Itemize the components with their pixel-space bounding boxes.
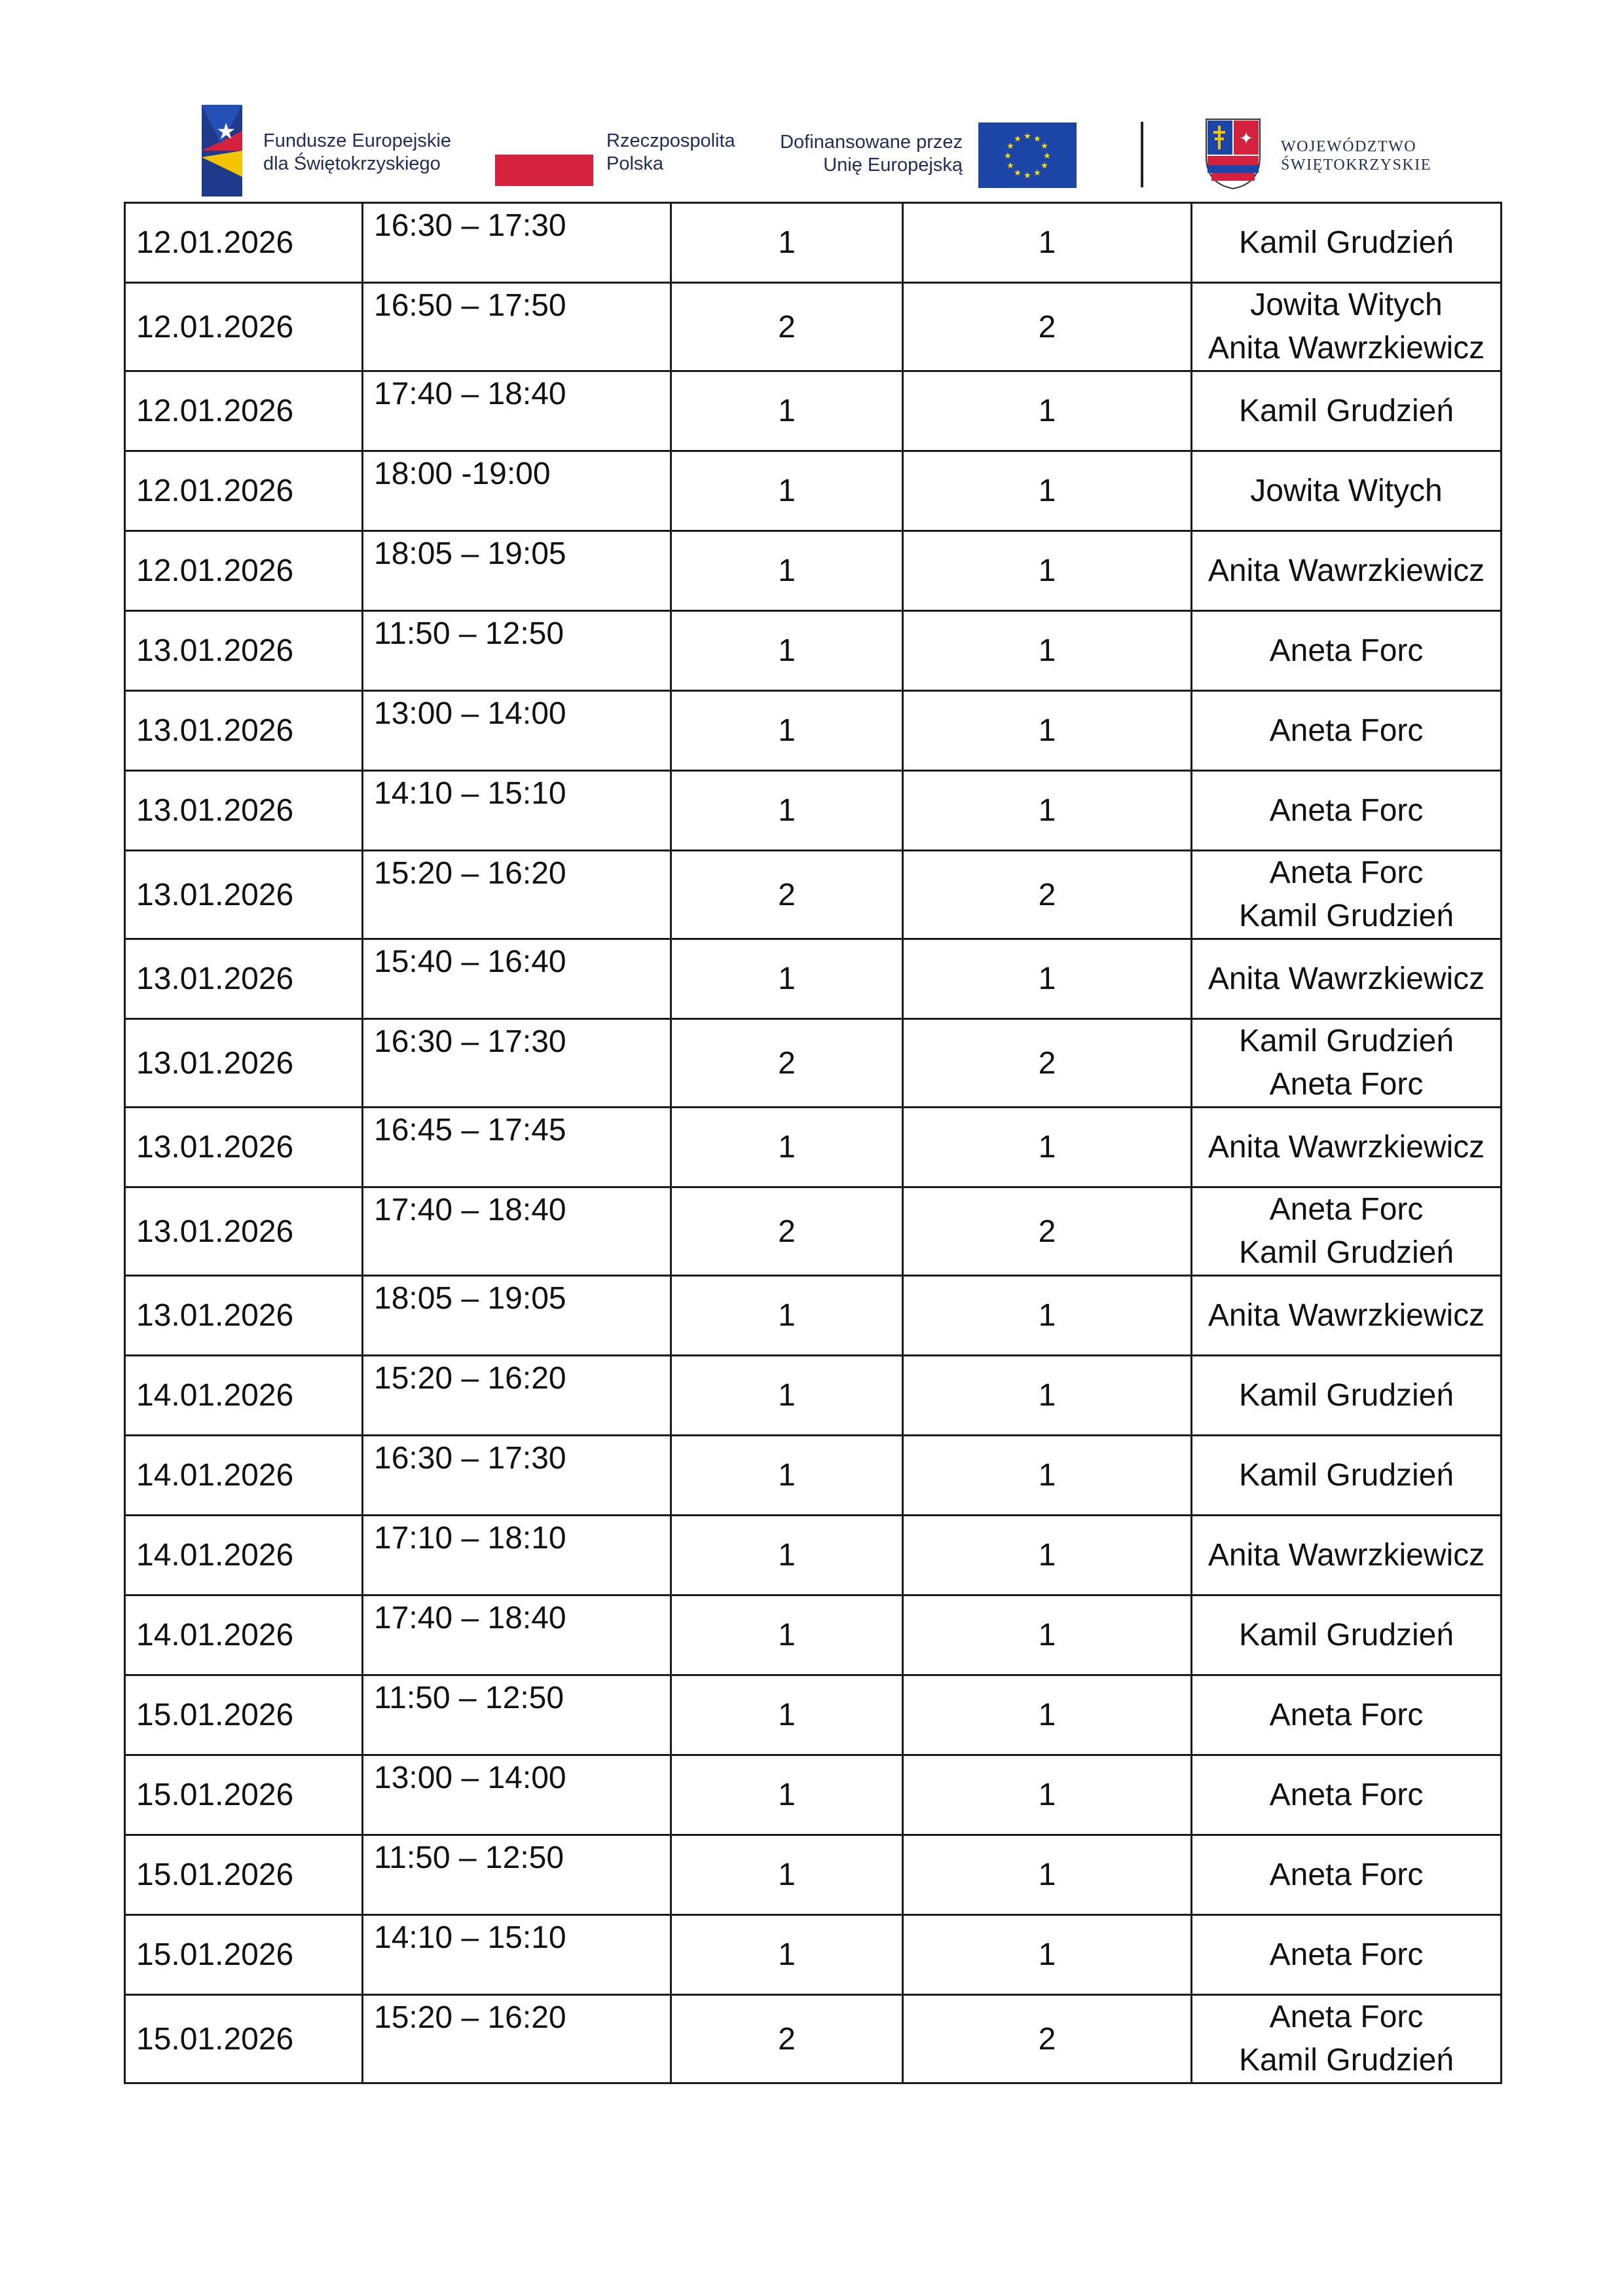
- count-cell: 1: [903, 1276, 1192, 1356]
- instructor-name: Kamil Grudzień: [1238, 2043, 1454, 2078]
- polish-flag-white-band: [495, 124, 593, 155]
- table-row: [125, 691, 1502, 771]
- time-cell: 11:50 – 12:50: [363, 1675, 671, 1755]
- instructor-cell: [1192, 771, 1502, 851]
- time-cell: 17:40 – 18:40: [363, 1595, 671, 1675]
- instructor-cell: [1192, 1755, 1502, 1835]
- time-cell: 18:05 – 19:05: [363, 531, 671, 611]
- count-cell: 1: [671, 531, 903, 611]
- instructor-name: Aneta Forc: [1269, 1857, 1424, 1892]
- count-cell: 1: [903, 1835, 1192, 1915]
- date-cell: 13.01.2026: [125, 691, 363, 771]
- instructor-cell: [1192, 371, 1502, 451]
- count-cell: 2: [903, 1019, 1192, 1108]
- instructor-name: Anita Wawrzkiewicz: [1208, 1129, 1485, 1165]
- count-cell: 2: [903, 283, 1192, 371]
- count-cell: 1: [903, 611, 1192, 691]
- time-cell: 15:20 – 16:20: [363, 1356, 671, 1436]
- instructor-name: Anita Wawrzkiewicz: [1208, 1297, 1485, 1333]
- svg-text:★: ★: [1043, 151, 1051, 161]
- instructor-name: Aneta Forc: [1269, 1777, 1424, 1812]
- table-row: [125, 851, 1502, 939]
- time-cell: 15:40 – 16:40: [363, 939, 671, 1019]
- count-cell: 1: [671, 771, 903, 851]
- count-cell: 1: [903, 1436, 1192, 1516]
- header-divider: [1141, 122, 1143, 187]
- svg-text:★: ★: [1006, 141, 1014, 151]
- dofinansowane-label: Dofinansowane przez Unię Europejską: [780, 132, 963, 176]
- count-cell: 1: [903, 371, 1192, 451]
- date-cell: 14.01.2026: [125, 1356, 363, 1436]
- count-cell: 1: [903, 531, 1192, 611]
- time-cell: 13:00 – 14:00: [363, 1755, 671, 1835]
- time-cell: 17:10 – 18:10: [363, 1516, 671, 1595]
- date-cell: 13.01.2026: [125, 851, 363, 939]
- count-cell: 2: [671, 851, 903, 939]
- svg-text:★: ★: [1006, 161, 1014, 171]
- time-cell: 16:30 – 17:30: [363, 1019, 671, 1108]
- instructor-name: Kamil Grudzień: [1238, 393, 1454, 428]
- time-cell: 15:20 – 16:20: [363, 1995, 671, 2083]
- date-cell: 15.01.2026: [125, 1835, 363, 1915]
- instructor-name: Kamil Grudzień: [1238, 1024, 1454, 1058]
- date-cell: 14.01.2026: [125, 1516, 363, 1595]
- count-cell: 1: [903, 451, 1192, 531]
- rzeczpospolita-polska-label: Rzeczpospolita Polska: [606, 130, 735, 174]
- count-cell: 2: [671, 1187, 903, 1276]
- instructor-name: Kamil Grudzień: [1238, 1235, 1454, 1270]
- svg-text:★: ★: [1024, 132, 1031, 141]
- count-cell: 1: [671, 1595, 903, 1675]
- time-cell: 16:30 – 17:30: [363, 1436, 671, 1516]
- table-row: [125, 1755, 1502, 1835]
- date-cell: 15.01.2026: [125, 1915, 363, 1995]
- count-cell: 1: [671, 203, 903, 283]
- time-cell: 17:40 – 18:40: [363, 1187, 671, 1276]
- table-row: [125, 1436, 1502, 1516]
- time-cell: 15:20 – 16:20: [363, 851, 671, 939]
- count-cell: 2: [671, 283, 903, 371]
- instructor-name: Aneta Forc: [1269, 1192, 1424, 1227]
- instructor-cell: [1192, 939, 1502, 1019]
- date-cell: 13.01.2026: [125, 1187, 363, 1276]
- svg-text:★: ★: [1024, 171, 1031, 181]
- table-row: [125, 771, 1502, 851]
- table-row: [125, 203, 1502, 283]
- time-cell: 14:10 – 15:10: [363, 771, 671, 851]
- count-cell: 1: [671, 1276, 903, 1356]
- count-cell: 1: [671, 1915, 903, 1995]
- svg-text:★: ★: [1014, 134, 1022, 144]
- date-cell: 13.01.2026: [125, 1108, 363, 1187]
- instructor-name: Kamil Grudzień: [1238, 899, 1454, 933]
- svg-text:★: ★: [1014, 168, 1022, 178]
- instructor-name: Aneta Forc: [1269, 633, 1424, 668]
- date-cell: 12.01.2026: [125, 451, 363, 531]
- time-cell: 18:05 – 19:05: [363, 1276, 671, 1356]
- instructor-cell: [1192, 691, 1502, 771]
- table-row: [125, 451, 1502, 531]
- count-cell: 1: [903, 1675, 1192, 1755]
- instructor-name: Aneta Forc: [1269, 713, 1424, 748]
- count-cell: 1: [671, 1675, 903, 1755]
- table-row: [125, 1276, 1502, 1356]
- date-cell: 13.01.2026: [125, 771, 363, 851]
- wojewodztwo-label: WOJEWÓDZTWO ŚWIĘTOKRZYSKIE: [1281, 138, 1431, 174]
- svg-text:★: ★: [1004, 151, 1012, 161]
- instructor-cell: [1192, 1516, 1502, 1595]
- logo-strip: [0, 0, 1624, 203]
- table-row: [125, 939, 1502, 1019]
- instructor-cell: [1192, 1436, 1502, 1516]
- instructor-cell: [1192, 611, 1502, 691]
- instructor-cell: [1192, 1276, 1502, 1356]
- polish-flag-icon: [495, 155, 593, 186]
- count-cell: 1: [903, 1595, 1192, 1675]
- count-cell: 1: [903, 939, 1192, 1019]
- count-cell: 1: [671, 939, 903, 1019]
- count-cell: 1: [903, 1915, 1192, 1995]
- instructor-name: Kamil Grudzień: [1238, 1457, 1454, 1493]
- eu-flag-icon: [978, 122, 1077, 188]
- instructor-name: Aneta Forc: [1269, 1697, 1424, 1732]
- date-cell: 13.01.2026: [125, 1019, 363, 1108]
- table-row: [125, 371, 1502, 451]
- date-cell: 12.01.2026: [125, 371, 363, 451]
- fundusze-europejskie-label: Fundusze Europejskie dla Świętokrzyskiego: [263, 130, 451, 174]
- table-row: [125, 1835, 1502, 1915]
- date-cell: 13.01.2026: [125, 1276, 363, 1356]
- date-cell: 12.01.2026: [125, 283, 363, 371]
- count-cell: 2: [671, 1019, 903, 1108]
- swietokrzyskie-crest-icon: [1205, 118, 1261, 190]
- count-cell: 1: [671, 1356, 903, 1436]
- table-row: [125, 1019, 1502, 1108]
- table-row: [125, 1516, 1502, 1595]
- table-row: [125, 1356, 1502, 1436]
- instructor-name: Anita Wawrzkiewicz: [1208, 961, 1485, 996]
- instructor-name: Aneta Forc: [1269, 855, 1424, 890]
- date-cell: 15.01.2026: [125, 1755, 363, 1835]
- instructor-cell: [1192, 451, 1502, 531]
- table-row: [125, 1675, 1502, 1755]
- count-cell: 1: [903, 771, 1192, 851]
- instructor-name: Kamil Grudzień: [1238, 225, 1454, 260]
- time-cell: 11:50 – 12:50: [363, 1835, 671, 1915]
- count-cell: 1: [671, 691, 903, 771]
- instructor-cell: [1192, 203, 1502, 283]
- svg-text:★: ★: [1041, 141, 1048, 151]
- count-cell: 1: [671, 1516, 903, 1595]
- table-row: [125, 1108, 1502, 1187]
- count-cell: 1: [671, 1436, 903, 1516]
- date-cell: 13.01.2026: [125, 939, 363, 1019]
- instructor-name: Aneta Forc: [1269, 1937, 1424, 1972]
- instructor-cell: [1192, 1108, 1502, 1187]
- count-cell: 1: [903, 1356, 1192, 1436]
- svg-text:★: ★: [1033, 168, 1041, 178]
- fundusze-europejskie-logo-icon: [202, 105, 267, 196]
- svg-text:✦: ✦: [1239, 129, 1253, 149]
- instructor-name: Aneta Forc: [1269, 1067, 1424, 1102]
- instructor-name: Anita Wawrzkiewicz: [1208, 1537, 1485, 1573]
- table-row: [125, 611, 1502, 691]
- count-cell: 1: [903, 691, 1192, 771]
- count-cell: 1: [671, 1755, 903, 1835]
- instructor-name: Kamil Grudzień: [1238, 1617, 1454, 1652]
- time-cell: 17:40 – 18:40: [363, 371, 671, 451]
- count-cell: 1: [671, 611, 903, 691]
- instructor-cell: [1192, 1675, 1502, 1755]
- instructor-cell: [1192, 1915, 1502, 1995]
- date-cell: 12.01.2026: [125, 531, 363, 611]
- count-cell: 2: [903, 1995, 1192, 2083]
- instructor-name: Aneta Forc: [1269, 793, 1424, 828]
- table-row: [125, 1915, 1502, 1995]
- count-cell: 1: [671, 451, 903, 531]
- instructor-name: Jowita Witych: [1250, 288, 1443, 322]
- table-row: [125, 531, 1502, 611]
- instructor-cell: [1192, 1835, 1502, 1915]
- instructor-cell: [1192, 1595, 1502, 1675]
- count-cell: 1: [671, 1835, 903, 1915]
- count-cell: 2: [903, 851, 1192, 939]
- table-row: [125, 1595, 1502, 1675]
- instructor-name: Aneta Forc: [1269, 2000, 1424, 2034]
- svg-text:★: ★: [1041, 161, 1048, 171]
- count-cell: 1: [903, 203, 1192, 283]
- count-cell: 1: [671, 371, 903, 451]
- svg-text:★: ★: [216, 119, 236, 145]
- table-row: [125, 1995, 1502, 2083]
- date-cell: 15.01.2026: [125, 1995, 363, 2083]
- time-cell: 11:50 – 12:50: [363, 611, 671, 691]
- time-cell: 13:00 – 14:00: [363, 691, 671, 771]
- count-cell: 2: [903, 1187, 1192, 1276]
- time-cell: 18:00 -19:00: [363, 451, 671, 531]
- time-cell: 16:30 – 17:30: [363, 203, 671, 283]
- svg-text:★: ★: [1033, 134, 1041, 144]
- count-cell: 1: [903, 1516, 1192, 1595]
- instructor-cell: [1192, 1187, 1502, 1276]
- count-cell: 1: [903, 1755, 1192, 1835]
- instructor-cell: [1192, 851, 1502, 939]
- instructor-cell: [1192, 283, 1502, 371]
- table-row: [125, 283, 1502, 371]
- instructor-name: Anita Wawrzkiewicz: [1208, 331, 1485, 365]
- table-row: [125, 1187, 1502, 1276]
- instructor-cell: [1192, 1356, 1502, 1436]
- instructor-name: Jowita Witych: [1250, 473, 1443, 508]
- time-cell: 16:45 – 17:45: [363, 1108, 671, 1187]
- instructor-name: Anita Wawrzkiewicz: [1208, 553, 1485, 588]
- instructor-name: Kamil Grudzień: [1238, 1377, 1454, 1413]
- count-cell: 2: [671, 1995, 903, 2083]
- date-cell: 15.01.2026: [125, 1675, 363, 1755]
- instructor-cell: [1192, 531, 1502, 611]
- time-cell: 14:10 – 15:10: [363, 1915, 671, 1995]
- instructor-cell: [1192, 1019, 1502, 1108]
- count-cell: 1: [671, 1108, 903, 1187]
- date-cell: 12.01.2026: [125, 203, 363, 283]
- date-cell: 14.01.2026: [125, 1595, 363, 1675]
- count-cell: 1: [903, 1108, 1192, 1187]
- instructor-cell: [1192, 1995, 1502, 2083]
- date-cell: 14.01.2026: [125, 1436, 363, 1516]
- schedule-table: [124, 202, 1502, 2084]
- date-cell: 13.01.2026: [125, 611, 363, 691]
- time-cell: 16:50 – 17:50: [363, 283, 671, 371]
